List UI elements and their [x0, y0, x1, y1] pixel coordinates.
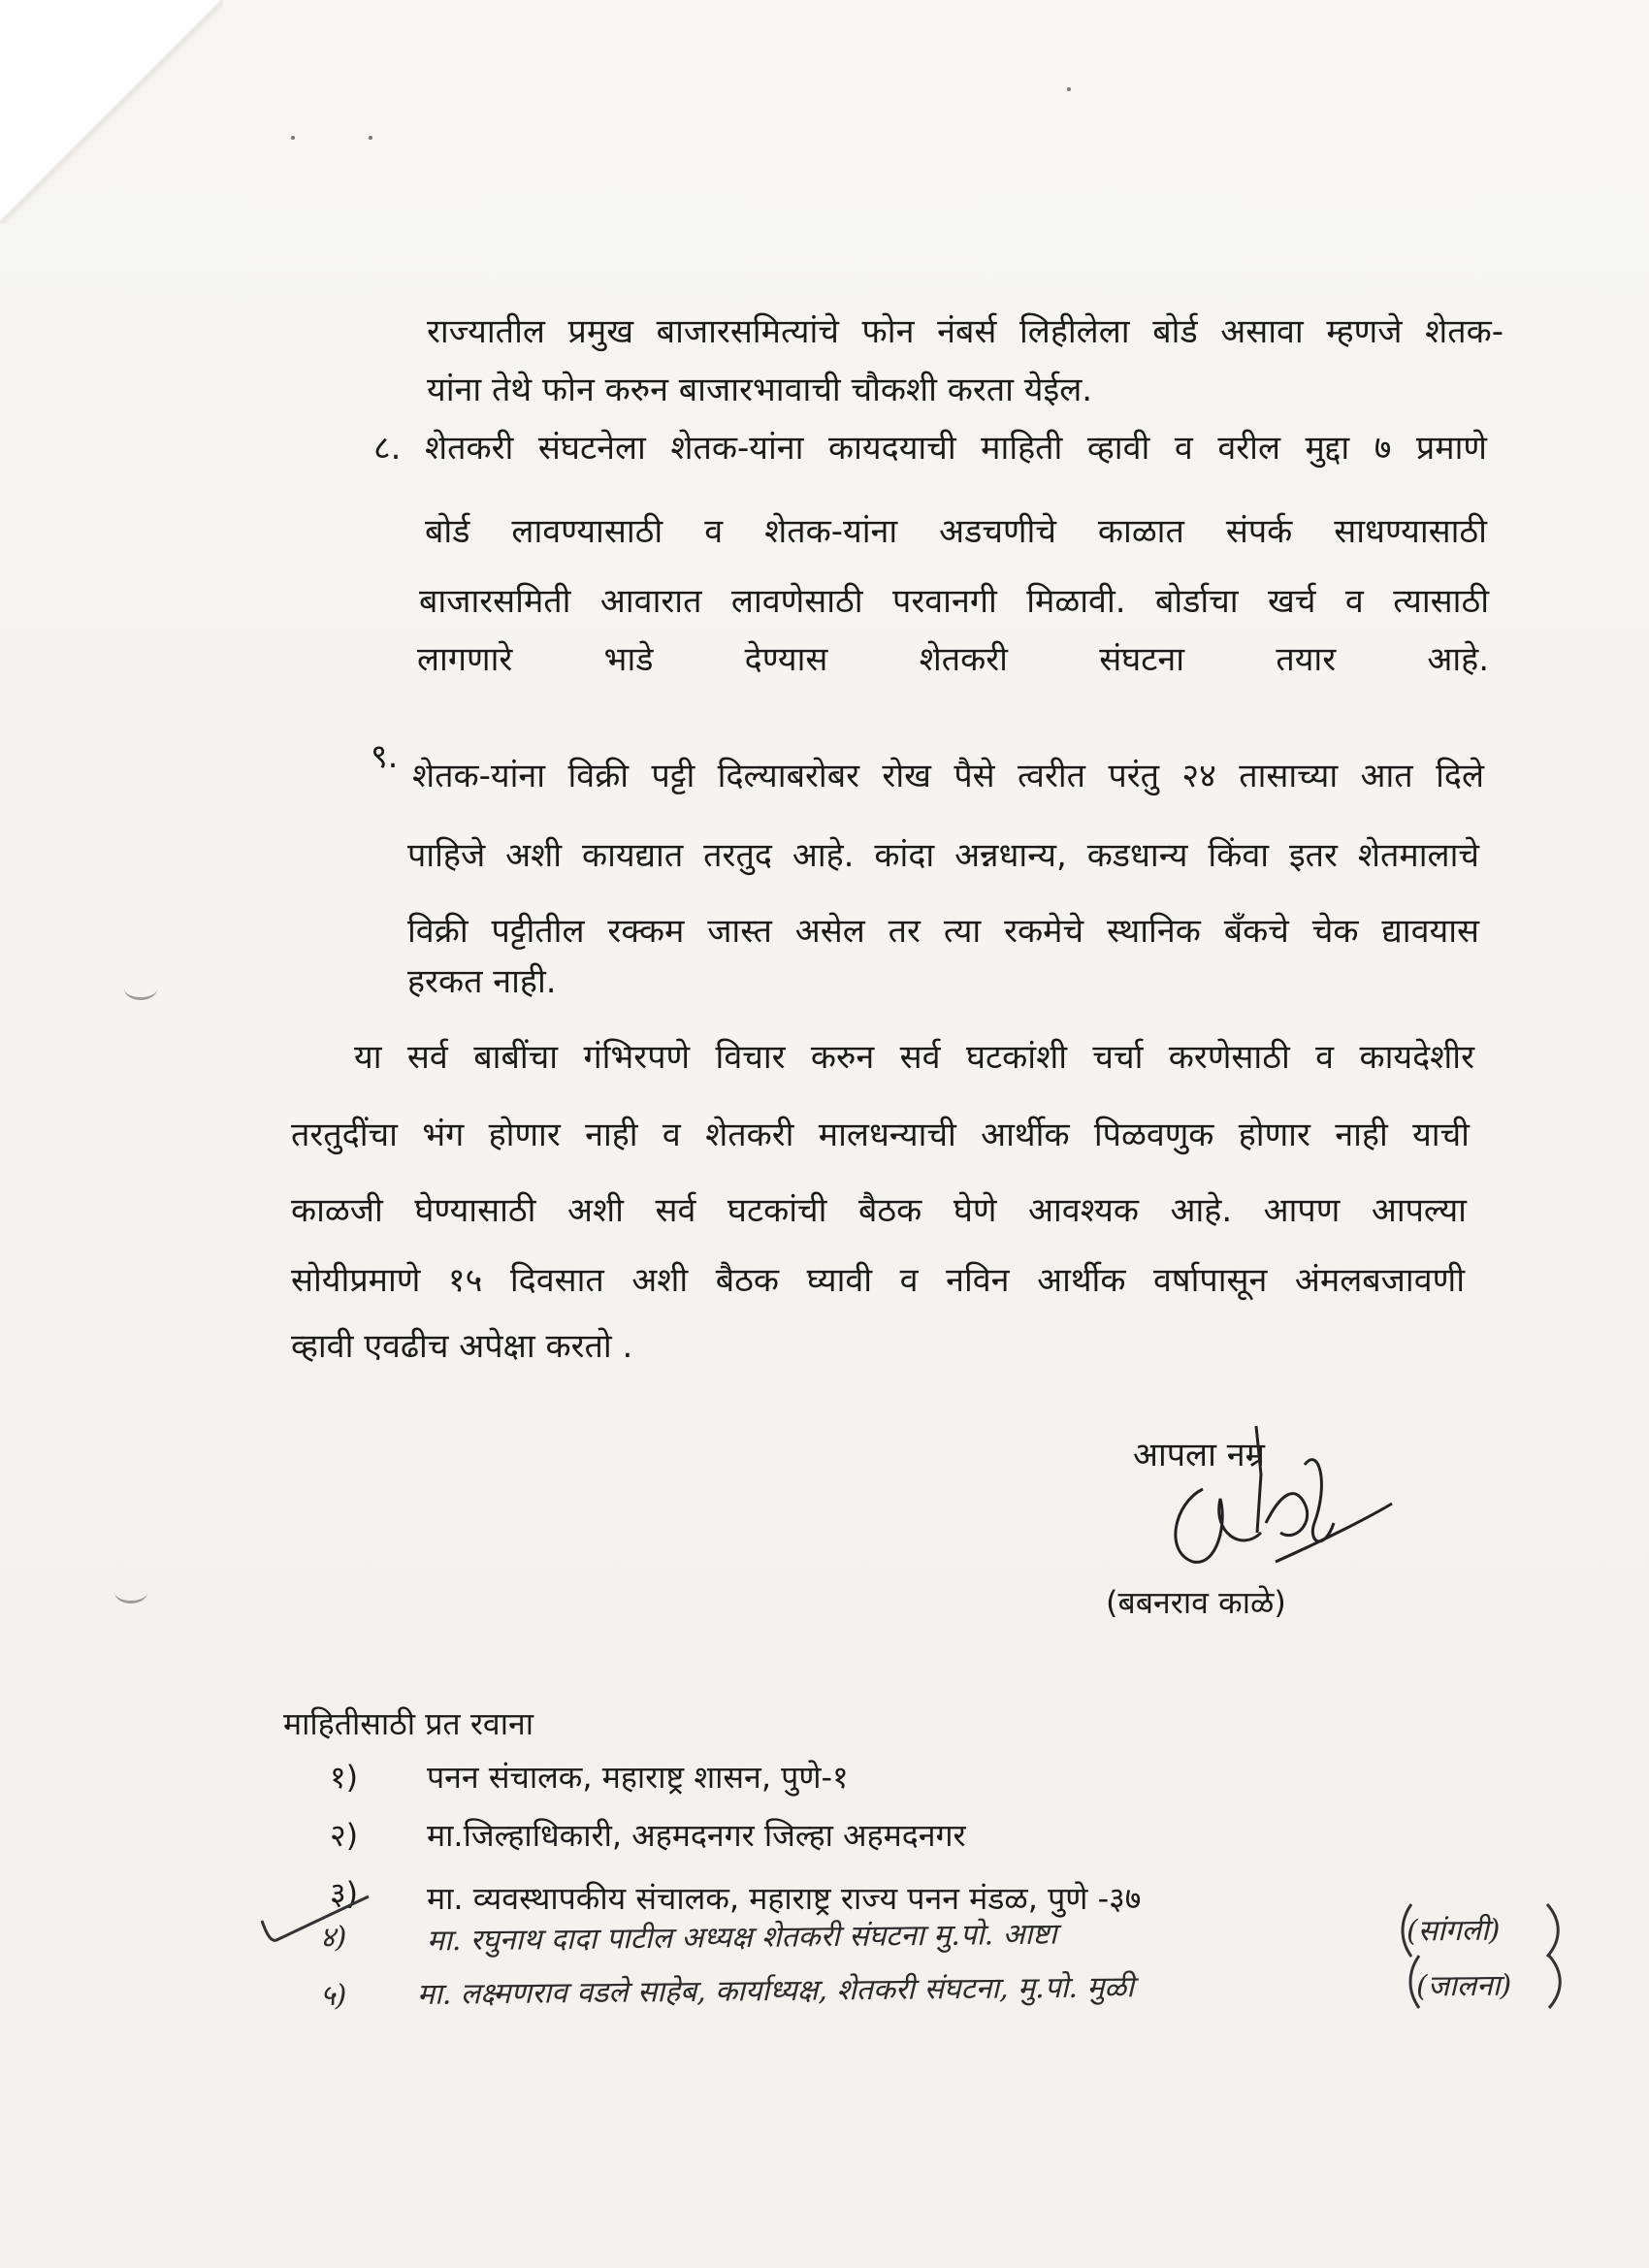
point9-number: ९.	[371, 737, 399, 776]
point9-line3: विक्री पट्टीतील रक्कम जास्त असेल तर त्या रकमेचे स्थानिक बँकचे चेक द्यावयास	[407, 912, 1479, 951]
speck	[291, 136, 295, 140]
point8-line2: बोर्ड लावण्यासाठी व शेतक-यांना अडचणीचे काळात संपर्क साधण्यासाठी	[425, 512, 1487, 551]
cc-recipient-2: मा.जिल्हाधिकारी, अहमदनगर जिल्हा अहमदनगर	[427, 1817, 966, 1854]
point8-line4: लागणारे भाडे देण्यास शेतकरी संघटना तयार आहे.	[417, 640, 1489, 679]
copy-to-heading: माहितीसाठी प्रत रवाना	[283, 1705, 534, 1742]
conclusion-line3: काळजी घेण्यासाठी अशी सर्व घटकांची बैठक घेणे आवश्यक आहे. आपण आपल्या	[291, 1191, 1467, 1230]
cc-handwritten-place-5: (जालना)	[1415, 1968, 1512, 2004]
cc-handwritten-number-4: ४)	[319, 1920, 347, 1956]
cc-number-2: २)	[330, 1817, 359, 1854]
speck	[1067, 87, 1071, 91]
point9-line1: शेतक-यांना विक्री पट्टी दिल्याबरोबर रोख पैसे त्वरीत परंतु २४ तासाच्या आत दिले	[412, 757, 1484, 795]
conclusion-line2: तरतुदींचा भंग होणार नाही व शेतकरी मालधन्याची आर्थीक पिळवणुक होणार नाही याची	[291, 1116, 1470, 1154]
folded-corner	[0, 0, 223, 223]
point7-line2: यांना तेथे फोन करुन बाजारभावाची चौकशी करता येईल.	[427, 371, 1093, 409]
handwritten-parentheses	[1402, 1948, 1571, 2016]
signatory-name: (बबनराव काळे)	[1106, 1584, 1286, 1621]
point9-line2: पाहिजे अशी कायद्यात तरतुद आहे. कांदा अन्नधान्य, कडधान्य किंवा इतर शेतमालाचे	[407, 836, 1479, 875]
conclusion-line4: सोयीप्रमाणे १५ दिवसात अशी बैठक घ्यावी व नविन आर्थीक वर्षापासून अंमलबजावणी	[291, 1261, 1465, 1300]
cc-handwritten-place-4: (सांगली)	[1406, 1913, 1501, 1949]
conclusion-line1: या सर्व बाबींचा गंभिरपणे विचार करुन सर्व घटकांशी चर्चा करणेसाठी व कायदेशीर	[354, 1038, 1474, 1077]
point8-line1: शेतकरी संघटनेला शेतक-यांना कायदयाची माहिती व्हावी व वरील मुद्दा ७ प्रमाणे	[425, 429, 1487, 468]
cc-recipient-3: मा. व्यवस्थापकीय संचालक, महाराष्ट्र राज्य पनन मंडळ, पुणे -३७	[427, 1880, 1142, 1917]
handwritten-signature	[1135, 1407, 1397, 1591]
point8-line3: बाजारसमिती आवारात लावणेसाठी परवानगी मिळावी. बोर्डाचा खर्च व त्यासाठी	[419, 582, 1489, 621]
cc-number-3: ३)	[330, 1875, 359, 1912]
closing-salutation: आपला नम्र	[1133, 1436, 1265, 1474]
conclusion-line5: व्हावी एवढीच अपेक्षा करतो .	[291, 1327, 633, 1366]
speck	[369, 136, 372, 140]
point9-line4: हरकत नाही.	[407, 962, 557, 1001]
punch-hole-mark	[124, 978, 157, 1000]
punch-hole-mark	[114, 1581, 147, 1604]
point8-number: ८.	[373, 429, 402, 468]
cc-handwritten-recipient-5: मा. लक्ष्मणराव वडले साहेब, कार्याध्यक्ष, शेतकरी संघटना, मु.पो. मुळी	[416, 1970, 1135, 2012]
cc-handwritten-number-5: ५)	[319, 1978, 347, 2014]
cc-recipient-1: पनन संचालक, महाराष्ट्र शासन, पुणे-१	[427, 1759, 849, 1796]
cc-number-1: १)	[330, 1759, 359, 1796]
point7-line1: राज्यातील प्रमुख बाजारसमित्यांचे फोन नंबर्स लिहीलेला बोर्ड असावा म्हणजे शेतक-	[427, 312, 1504, 351]
cc-handwritten-recipient-4: मा. रघुनाथ दादा पाटील अध्यक्ष शेतकरी संघटना मु.पो. आष्टा	[426, 1917, 1057, 1959]
